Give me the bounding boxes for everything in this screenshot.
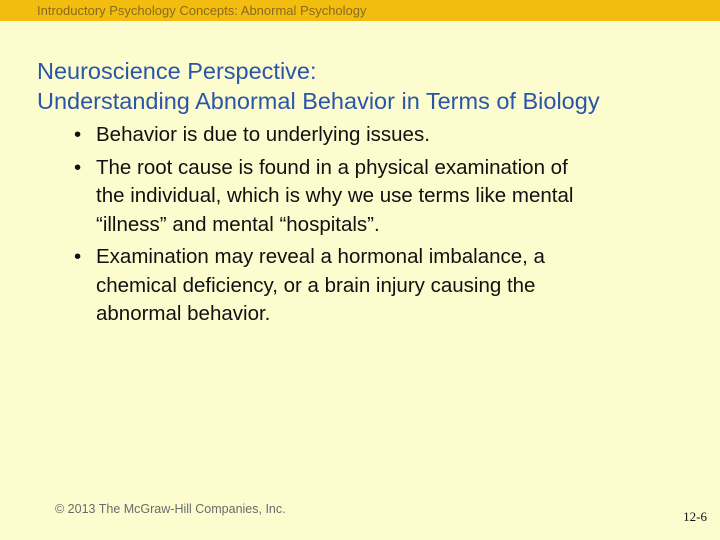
slide-title-line: Neuroscience Perspective: <box>37 58 317 84</box>
bullet-text-line: Examination may reveal a hormonal imbalance, a <box>96 245 545 268</box>
bullet-list <box>74 121 694 333</box>
bullet-marker: • <box>74 123 82 146</box>
header-bar <box>0 0 720 21</box>
bullet-item <box>74 243 694 329</box>
bullet-text-line: chemical deficiency, or a brain injury causing the <box>96 273 536 297</box>
course-title: Introductory Psychology Concepts: Abnormal Psychology <box>37 3 367 18</box>
slide-title-line: Understanding Abnormal Behavior in Terms of Biology <box>37 88 600 114</box>
bullet-item <box>74 154 694 240</box>
bullet-text-line: “illness” and mental “hospitals”. <box>96 212 380 236</box>
copyright-notice: © 2013 The McGraw-Hill Companies, Inc. <box>55 502 286 516</box>
bullet-text-line: the individual, which is why we use terms like mental <box>96 184 574 207</box>
bullet-text-line: Behavior is due to underlying issues. <box>96 123 430 146</box>
bullet-text-line: The root cause is found in a physical examination of <box>96 155 568 179</box>
bullet-marker: • <box>74 245 82 268</box>
slide-title <box>37 56 707 116</box>
bullet-item <box>74 121 694 150</box>
bullet-marker: • <box>74 155 82 179</box>
bullet-text-line: abnormal behavior. <box>96 302 271 325</box>
page-number: 12-6 <box>683 509 707 524</box>
